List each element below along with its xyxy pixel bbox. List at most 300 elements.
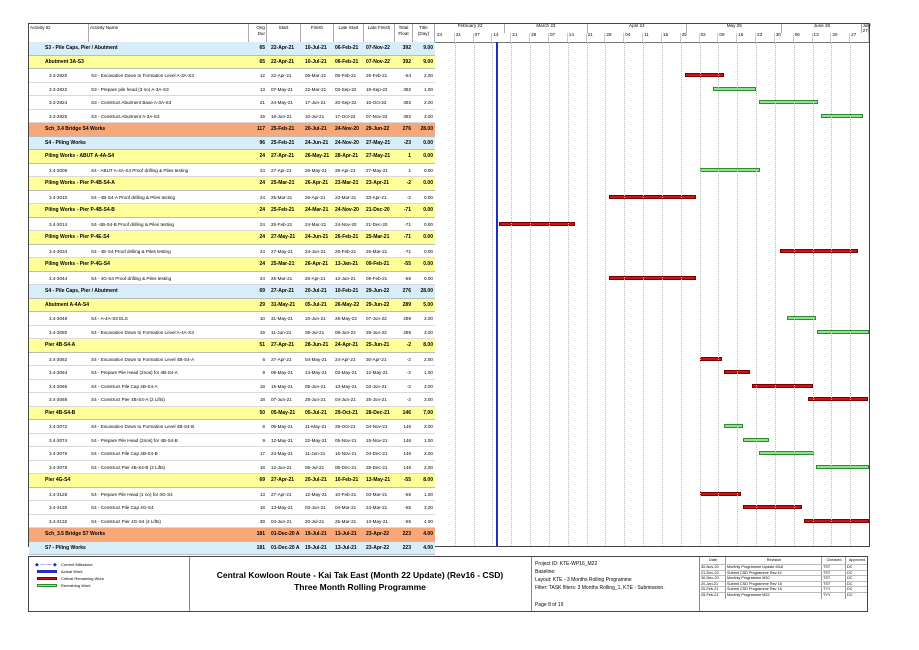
critical-bar[interactable] <box>499 222 575 226</box>
activity-name: S3 - Excavation Down to Formation Level A-3A-S3 <box>91 73 194 78</box>
title-days: 3.00 <box>424 383 433 389</box>
wbs-row[interactable] <box>29 231 869 245</box>
activity-row[interactable] <box>29 515 869 529</box>
late-start: 10-Feb-21 <box>335 491 357 497</box>
title-days: 0.00 <box>423 153 433 159</box>
finish-date: 24-Jun-21 <box>305 248 326 254</box>
week-gridline <box>455 42 456 546</box>
start-date: 27-Apr-21 <box>271 288 295 294</box>
wbs-row[interactable] <box>29 56 869 70</box>
late-start: 16-Nov-21 <box>335 451 357 456</box>
late-start: 24-Nov-20 <box>335 207 359 213</box>
late-start: 26-Feb-21 <box>335 248 357 254</box>
revision-cell: 30-Nov-20 <box>701 564 725 571</box>
late-finish: 29-Jun-22 <box>366 329 387 335</box>
orig-dur: 24 <box>259 221 265 227</box>
late-finish: 13-May-21 <box>366 518 388 524</box>
week-header: 02 <box>700 33 719 42</box>
start-date: 07-Jun-21 <box>271 397 292 402</box>
total-float: -54 <box>404 73 411 78</box>
activity-name: S4 - A-4A-S3 ELS <box>91 316 128 321</box>
total-float: -2 <box>406 356 411 362</box>
col-title-days[interactable]: Title (Day) <box>413 24 435 42</box>
start-date: 04-Jun-21 <box>271 518 292 524</box>
wbs-row[interactable] <box>29 474 869 488</box>
title-days: 9.00 <box>423 58 433 65</box>
start-date: 25-Feb-21 <box>271 139 295 146</box>
activity-name: S4 - ABUT A-4A-S4 Proof drilling & Piles testing <box>91 167 189 173</box>
activity-row[interactable] <box>29 488 869 502</box>
gantt-lane <box>436 528 869 542</box>
gantt-lane <box>436 515 869 529</box>
revision-cell: Monthly Programme Update M18 <box>727 564 821 571</box>
week-gridline <box>511 42 512 546</box>
total-float: 146 <box>403 437 411 443</box>
critical-bar[interactable] <box>609 276 696 280</box>
title-days: 0.00 <box>424 221 433 227</box>
start-date: 31-May-21 <box>271 301 296 308</box>
gantt-lane <box>436 56 869 70</box>
late-finish: 21-Dec-20 <box>366 207 390 213</box>
late-start: 24-Nov-20 <box>335 221 357 227</box>
wbs-row[interactable] <box>29 177 869 191</box>
late-start: 04-Jun-21 <box>335 397 356 402</box>
gantt-lane <box>436 420 869 434</box>
finish-date: 26-May-21 <box>305 167 327 173</box>
month-header: March 23 <box>505 24 587 33</box>
remaining-bar[interactable] <box>713 87 756 91</box>
activity-id: 3.3-2822 <box>49 86 68 92</box>
late-start: 04-Mar-21 <box>335 505 357 510</box>
revision-cell: 20-Jan-21 <box>701 581 725 588</box>
wbs-name: Piling Works - Pier P-4B-S4-B <box>45 207 115 213</box>
orig-dur: 24 <box>259 275 265 281</box>
total-float: 1 <box>408 167 411 173</box>
late-finish: 23-Apr-21 <box>366 180 390 186</box>
activity-row[interactable] <box>29 191 869 205</box>
late-finish: 28-Dec-21 <box>366 464 388 470</box>
week-header: 04 <box>624 33 643 42</box>
title-days: 0.00 <box>424 194 433 200</box>
activity-name: S4 - 4B-S4-A Proof drilling & Piles testing <box>91 194 176 200</box>
late-start: 23-Mar-21 <box>335 194 357 200</box>
late-finish: 27-May-21 <box>366 139 391 146</box>
wbs-row[interactable] <box>29 407 869 421</box>
late-finish: 23-Apr-21 <box>366 194 387 200</box>
col-start[interactable]: Start <box>267 24 301 42</box>
gantt-lane <box>436 137 869 151</box>
total-float: 1 <box>408 153 411 159</box>
activity-name: S4 - Excavation Down to Formation Level A-4A-S4 <box>91 329 194 335</box>
col-late-start[interactable]: Late Start <box>334 24 364 42</box>
start-date: 27-Apr-21 <box>271 153 295 159</box>
activity-name: S4 - Prepare Pile Head (2nos) for 4B-S4-B <box>91 437 178 443</box>
late-finish: 09-Feb-21 <box>366 275 388 281</box>
wbs-name: Abutment A-4A-S4 <box>45 301 89 308</box>
activity-id: 3.4-3072 <box>49 424 68 429</box>
title-days: 3.00 <box>424 113 433 119</box>
activity-name: S4 - Prepare Pile Head (2nos) for 4B-S4-A <box>91 370 178 375</box>
finish-date: 24-Mar-21 <box>305 221 327 227</box>
activity-id: 3.4-3062 <box>49 356 68 362</box>
revision-cell: TST <box>823 575 845 582</box>
data-date-line <box>496 42 498 546</box>
late-start: 03-Sep-22 <box>335 86 357 92</box>
activity-row[interactable] <box>29 83 869 97</box>
activity-row[interactable] <box>29 353 869 367</box>
revision-divider <box>821 557 822 599</box>
wbs-row[interactable] <box>29 339 869 353</box>
late-finish: 15-Oct-22 <box>366 100 387 105</box>
activity-id: 3.4-3078 <box>49 464 68 470</box>
title-days: 2.00 <box>424 356 433 362</box>
late-finish: 04-Nov-21 <box>366 424 388 429</box>
late-start: 06-Feb-21 <box>335 58 359 65</box>
week-gridline <box>549 42 550 546</box>
activity-name: S4 - Prepare Pile Head (1 no) for 4G-S4 <box>91 491 173 497</box>
activity-name: S4 - 4E-S4 Proof drilling & Piles testing <box>91 248 171 254</box>
start-date: 27-Apr-21 <box>271 356 292 362</box>
total-float: -55 <box>404 275 411 281</box>
remaining-bar[interactable] <box>817 330 869 334</box>
late-start: 06-Feb-21 <box>335 73 357 78</box>
remaining-bar[interactable] <box>759 100 818 104</box>
activity-row[interactable] <box>29 164 869 178</box>
month-header: April 24 <box>588 24 688 33</box>
late-start: 10-Feb-21 <box>335 477 359 483</box>
orig-dur: 17 <box>259 451 265 456</box>
gantt-lane <box>436 474 869 488</box>
late-finish: 25-Jun-21 <box>366 342 390 348</box>
activity-row[interactable] <box>29 326 869 340</box>
wbs-name: S7 - Piling Works <box>45 544 86 551</box>
activity-id: 3.4-3010 <box>49 194 68 200</box>
week-header: 25 <box>681 33 700 42</box>
total-float: -71 <box>403 234 411 240</box>
revision-cell: 21-Dec-20 <box>701 570 725 577</box>
week-header: 11 <box>643 33 662 42</box>
timeline-header <box>436 24 869 42</box>
remaining-bar[interactable] <box>816 465 869 469</box>
start-date: 25-Mar-21 <box>271 261 295 267</box>
critical-bar[interactable] <box>808 397 867 401</box>
revision-cell: TST <box>823 570 845 577</box>
orig-dur: 6 <box>262 356 265 362</box>
total-float: 392 <box>403 100 411 105</box>
title-days: 0.00 <box>423 180 433 186</box>
title-days: 0.00 <box>424 275 433 281</box>
wbs-name: S4 - Piling Works <box>45 139 86 146</box>
remaining-bar[interactable] <box>759 451 814 455</box>
finish-date: 10-Jul-21 <box>305 113 325 119</box>
finish-date: 05-Jul-21 <box>305 301 327 308</box>
remaining-bar[interactable] <box>821 114 863 118</box>
activity-row[interactable] <box>29 447 869 461</box>
revision-divider <box>845 557 846 599</box>
critical-bar[interactable] <box>752 384 813 388</box>
gantt-lane <box>436 326 869 340</box>
activity-row[interactable] <box>29 434 869 448</box>
col-activity-id[interactable]: Activity ID <box>29 24 89 42</box>
wbs-name: Sch_3.4 Bridge S4 Works <box>45 126 106 132</box>
activity-id: 3.4-3008 <box>49 167 68 173</box>
critical-bar[interactable] <box>700 492 741 496</box>
title-days: 2.00 <box>424 451 433 456</box>
orig-dur: 13 <box>259 491 265 497</box>
gantt-lane <box>436 231 869 245</box>
late-start: 13-Jul-21 <box>335 531 357 537</box>
finish-date: 26-Apr-21 <box>305 180 329 186</box>
critical-bar[interactable] <box>609 195 696 199</box>
gantt-lane <box>436 245 869 259</box>
gantt-lane <box>436 434 869 448</box>
revision-cell: 25-Feb-21 <box>701 592 725 599</box>
finish-date: 10-Jul-21 <box>305 45 327 51</box>
total-float: -55 <box>404 518 411 524</box>
finish-date: 14-May-21 <box>305 370 327 375</box>
start-date: 05-May-21 <box>271 370 293 375</box>
activity-name: S3 - Construct Abutment A-3A-S3 <box>91 113 160 119</box>
wbs-row[interactable] <box>29 542 869 556</box>
late-start: 24-Nov-20 <box>335 126 359 132</box>
month-header: February 22 <box>436 24 505 33</box>
gantt-lane <box>436 272 869 286</box>
wbs-name: S4 - Pile Caps, Pier / Abutment <box>45 288 118 294</box>
month-header: July 27 <box>862 23 871 33</box>
start-date: 27-Apr-21 <box>271 167 292 173</box>
gantt-lane <box>436 501 869 515</box>
activity-row[interactable] <box>29 218 869 232</box>
finish-date: 10-Jun-21 <box>305 316 326 321</box>
late-finish: 19-Sep-22 <box>366 86 388 92</box>
total-float: -2 <box>406 194 411 200</box>
orig-dur: 69 <box>259 288 265 294</box>
total-float: -2 <box>406 342 411 348</box>
gantt-lane <box>436 299 869 313</box>
start-date: 24-May-21 <box>271 100 293 105</box>
wbs-row[interactable] <box>29 137 869 151</box>
activity-row[interactable] <box>29 420 869 434</box>
milestone-icon: ◆ — — ◆ <box>35 562 57 568</box>
activity-row[interactable] <box>29 393 869 407</box>
week-gridline <box>831 42 832 546</box>
revision-cell: DC <box>847 581 867 588</box>
month-header: May 25 <box>687 24 782 33</box>
activity-id: 3.4-3034 <box>49 248 68 254</box>
activity-row[interactable] <box>29 245 869 259</box>
activity-row[interactable] <box>29 272 869 286</box>
title-days: 1.00 <box>424 437 433 443</box>
late-finish: 30-Apr-21 <box>366 356 387 362</box>
late-finish: 26-Feb-21 <box>366 73 388 78</box>
week-header: 18 <box>662 33 681 42</box>
week-gridline <box>737 42 738 546</box>
late-finish: 24-Mar-21 <box>366 505 388 510</box>
total-float: -2 <box>406 180 411 186</box>
remaining-bar[interactable] <box>724 424 743 428</box>
gantt-lane <box>436 542 869 556</box>
critical-bar[interactable] <box>804 519 869 523</box>
orig-dur: 24 <box>259 167 265 173</box>
late-start: 13-Jan-21 <box>335 261 359 267</box>
remaining-bar[interactable] <box>700 168 760 172</box>
title-block <box>189 557 532 611</box>
late-start: 06-Feb-21 <box>335 45 359 51</box>
activity-id: 3.3-2826 <box>49 113 68 119</box>
title-days: 4.00 <box>424 518 433 524</box>
gantt-lane <box>436 150 869 164</box>
activity-id: 3.4-3064 <box>49 370 68 375</box>
activity-id: 3.4-3128 <box>49 491 68 497</box>
col-orig-dur[interactable]: Orig Dur <box>249 24 267 42</box>
revision-header: Approved <box>848 558 866 562</box>
late-start: 13-Jul-21 <box>335 544 357 551</box>
title-days: 7.00 <box>423 409 433 416</box>
activity-row[interactable] <box>29 461 869 475</box>
start-date: 27-May-21 <box>271 234 296 240</box>
finish-date: 24-Jun-21 <box>305 234 329 240</box>
activity-id: 3.4-3130 <box>49 505 68 510</box>
col-late-finish[interactable]: Late Finish <box>364 24 395 42</box>
title-days: 3.00 <box>424 329 433 335</box>
start-date: 31-May-21 <box>271 316 293 321</box>
late-finish: 25-Mar-21 <box>366 248 388 254</box>
activity-id: 3.4-3076 <box>49 451 68 456</box>
start-date: 05-May-21 <box>271 424 293 429</box>
gantt-lane <box>436 69 869 83</box>
start-date: 12-Jun-21 <box>271 464 292 470</box>
week-header: 21 <box>511 33 530 42</box>
footer <box>28 556 868 612</box>
start-date: 27-Apr-21 <box>271 491 292 497</box>
week-gridline <box>681 42 682 546</box>
late-finish: 27-May-21 <box>366 167 388 173</box>
week-gridline <box>813 42 814 546</box>
finish-date: 20-Jul-21 <box>305 518 325 524</box>
title-days: 0.00 <box>423 261 433 267</box>
finish-date: 06-Mar-21 <box>305 73 327 78</box>
week-header: 27 <box>850 33 869 42</box>
title-days: 2.00 <box>424 464 433 470</box>
late-finish: 03-Mar-21 <box>366 491 388 497</box>
orig-dur: 38 <box>259 518 265 524</box>
col-total-float[interactable]: Total Float <box>395 24 413 42</box>
layout: Layout: KTE - 3 Months Rolling Programme <box>535 577 632 583</box>
late-finish: 09-Feb-21 <box>366 261 390 267</box>
week-gridline <box>794 42 795 546</box>
wbs-row[interactable] <box>29 123 869 137</box>
week-gridline <box>530 42 531 546</box>
revision-cell: TYY <box>823 586 845 593</box>
wbs-row[interactable] <box>29 258 869 272</box>
finish-date: 05-Jul-21 <box>305 464 325 470</box>
title-days: 0.00 <box>424 248 433 254</box>
orig-dur: 69 <box>259 477 265 483</box>
total-float: 146 <box>402 409 411 416</box>
week-gridline <box>474 42 475 546</box>
gantt-lane <box>436 312 869 326</box>
revision-cell: 20-Feb-21 <box>701 586 725 593</box>
wbs-row[interactable] <box>29 150 869 164</box>
late-start: 29-Oct-21 <box>335 424 356 429</box>
wbs-name: Abutment 3A-S3 <box>45 58 84 65</box>
activity-row[interactable] <box>29 110 869 124</box>
start-date: 25-Feb-21 <box>271 221 293 227</box>
title-days: 0.00 <box>424 167 433 173</box>
col-finish[interactable]: Finish <box>301 24 334 42</box>
start-date: 01-Dec-20 A <box>271 531 300 537</box>
wbs-row[interactable] <box>29 285 869 299</box>
late-finish: 07-Nov-22 <box>366 58 390 65</box>
revision-cell: TST <box>823 564 845 571</box>
late-finish: 12-May-21 <box>366 370 388 375</box>
finish-date: 19-Jul-21 <box>305 544 327 551</box>
activity-name: S4 - Excavation Down to Formation Level 4B-S4-A <box>91 356 195 362</box>
activity-id: 3.4-3050 <box>49 329 68 335</box>
week-header: 14 <box>492 33 511 42</box>
activity-id: 3.4-3074 <box>49 437 68 443</box>
wbs-name: Piling Works - Pier P-4E-S4 <box>45 234 110 240</box>
late-start: 28-Apr-21 <box>335 153 359 159</box>
gantt-lane <box>436 96 869 110</box>
project-id: Project ID: KTE-WP16_M22 <box>535 561 598 567</box>
col-activity-name[interactable]: Activity Name <box>89 24 249 42</box>
wbs-row[interactable] <box>29 204 869 218</box>
total-float: -2 <box>406 397 411 402</box>
activity-row[interactable] <box>29 312 869 326</box>
total-float: -55 <box>404 505 411 510</box>
orig-dur: 19 <box>259 329 265 335</box>
activity-row[interactable] <box>29 366 869 380</box>
wbs-row[interactable] <box>29 299 869 313</box>
start-date: 27-Apr-21 <box>271 477 295 483</box>
orig-dur: 96 <box>259 139 265 146</box>
revision-header: Date <box>708 558 718 562</box>
wbs-name: Piling Works - Pier P-4B-S4-A <box>45 180 115 186</box>
start-date: 25-Mar-21 <box>271 194 293 200</box>
revision-cell: DC <box>847 564 867 571</box>
late-finish: 23-Apr-22 <box>366 544 390 551</box>
revision-cell: DC <box>847 570 867 577</box>
orig-dur: 9 <box>262 437 265 443</box>
project-info <box>531 557 700 611</box>
start-date: 24-May-21 <box>271 451 293 456</box>
week-gridline <box>662 42 663 546</box>
activity-row[interactable] <box>29 380 869 394</box>
activity-row[interactable] <box>29 69 869 83</box>
wbs-row[interactable] <box>29 528 869 542</box>
orig-dur: 13 <box>259 86 265 92</box>
late-start: 13-Jan-21 <box>335 275 356 281</box>
activity-row[interactable] <box>29 501 869 515</box>
title-days: 1.00 <box>424 86 433 92</box>
orig-dur: 181 <box>256 544 265 551</box>
start-date: 13-May-21 <box>271 505 293 510</box>
finish-date: 22-Mar-21 <box>305 86 327 92</box>
gantt-lane <box>436 110 869 124</box>
wbs-name: S3 - Pile Caps, Pier / Abutment <box>45 45 118 51</box>
orig-dur: 21 <box>259 100 265 105</box>
revision-cell: Monthly Programme M22 <box>727 592 821 599</box>
wbs-row[interactable] <box>29 42 869 56</box>
activity-row[interactable] <box>29 96 869 110</box>
critical-bar[interactable] <box>780 249 858 253</box>
late-start: 29-Oct-21 <box>335 409 358 416</box>
orig-dur: 51 <box>259 342 265 348</box>
activity-name: S4 - Excavation Down to Formation Level 4B-S4-B <box>91 424 195 429</box>
orig-dur: 65 <box>259 45 265 51</box>
week-header: 21 <box>587 33 606 42</box>
